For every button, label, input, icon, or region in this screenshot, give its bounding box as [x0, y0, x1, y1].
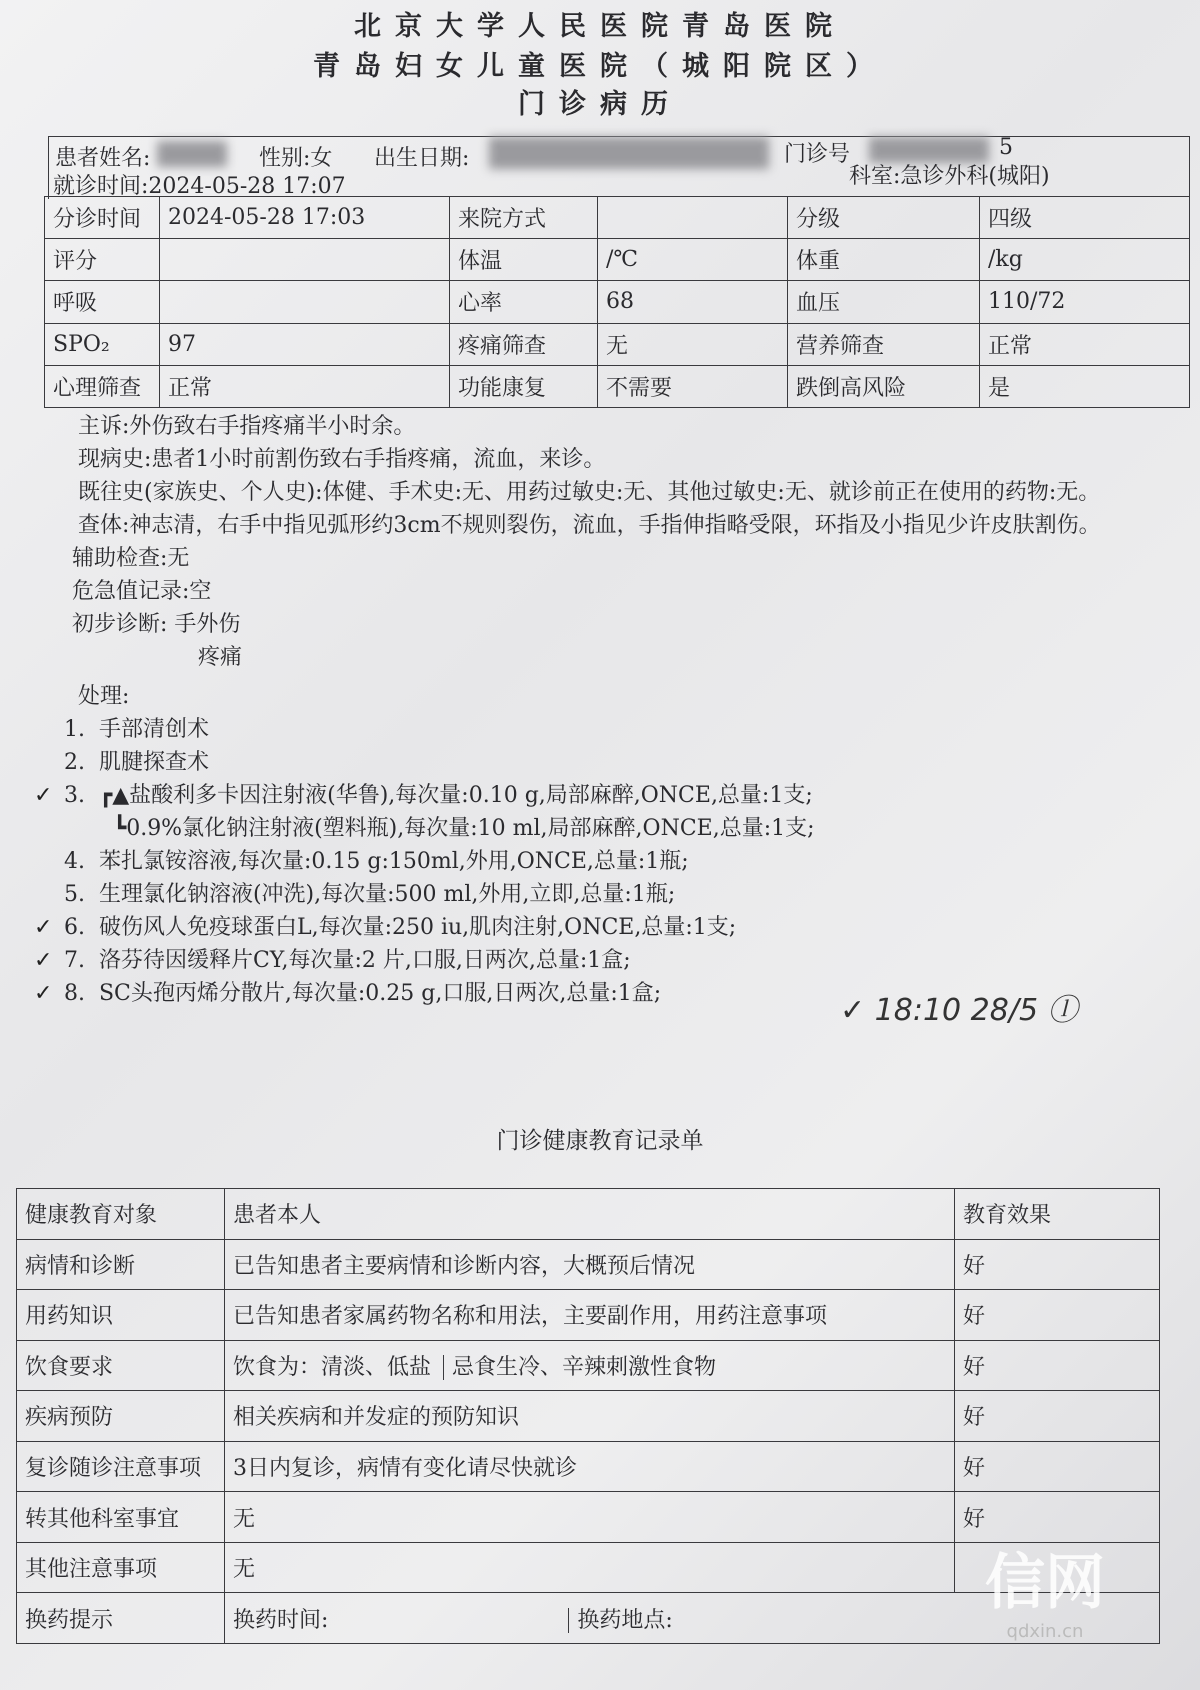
dressing-label: 换药提示 [17, 1593, 225, 1644]
treatment-list [34, 713, 1190, 1010]
dressing-place-label: 换药地点: [568, 1608, 672, 1633]
vitals-label: 功能康复 [450, 365, 598, 407]
vitals-label: 心理筛查 [45, 365, 160, 407]
education-effect: 好 [955, 1239, 1160, 1290]
vitals-label: 来院方式 [450, 197, 598, 239]
vitals-row [45, 281, 1190, 323]
document-title: 门诊病历 [518, 89, 682, 120]
treatment-item [34, 911, 1190, 944]
vitals-value: 是 [980, 365, 1190, 407]
treatment-item [34, 779, 1190, 812]
vitals-label: 呼吸 [45, 281, 160, 323]
education-label: 健康教育对象 [17, 1189, 225, 1240]
department: 科室:急诊外科(城阳) [849, 164, 1050, 189]
education-title: 门诊健康教育记录单 [496, 1128, 704, 1154]
education-content: 无 [233, 1557, 256, 1583]
dressing-time-label: 换药时间: [233, 1607, 329, 1633]
treatment-item [66, 812, 1190, 845]
education-label: 饮食要求 [17, 1340, 225, 1391]
treatment-text: 4. 苯扎氯铵溶液,每次量:0.15 g:150ml,外用,ONCE,总量:1瓶; [64, 849, 689, 874]
vitals-value: 68 [598, 281, 788, 323]
vitals-label: 营养筛查 [788, 323, 980, 365]
vitals-value: 四级 [980, 197, 1190, 239]
check-mark-icon: ✓ [34, 783, 53, 808]
visit-time: 就诊时间:2024-05-28 17:07 [53, 174, 346, 199]
vitals-value: /kg [980, 239, 1190, 281]
education-effect: 好 [955, 1441, 1160, 1492]
critical-value: 危急值记录:空 [72, 579, 212, 604]
treatment-text: 6. 破伤风人免疫球蛋白L,每次量:250 iu,肌肉注射,ONCE,总量:1支; [64, 915, 737, 940]
vitals-value [598, 197, 788, 239]
education-content: 饮食为：清淡、低盐 [233, 1354, 432, 1380]
vitals-row [45, 323, 1190, 365]
education-row [17, 1239, 1160, 1290]
treatment-text: 8. SC头孢丙烯分散片,每次量:0.25 g,口服,日两次,总量:1盒; [64, 981, 662, 1006]
patient-header [48, 136, 1190, 199]
physical-exam: 查体:神志清，右手中指见弧形约3cm不规则裂伤，流血，手指伸指略受限，环指及小指见少许皮肤割伤。 [78, 513, 1101, 538]
vitals-value: /℃ [598, 239, 788, 281]
education-content: 相关疾病和并发症的预防知识 [233, 1405, 520, 1431]
patient-name-label: 患者姓名: [55, 146, 151, 171]
watermark-url: qdxin.cn [1006, 1621, 1084, 1642]
treatment-item [66, 878, 1190, 911]
vitals-label: 体重 [788, 239, 980, 281]
treatment-item [34, 944, 1190, 977]
check-mark-icon: ✓ [34, 915, 53, 940]
education-effect: 好 [955, 1340, 1160, 1391]
education-label: 疾病预防 [17, 1391, 225, 1442]
vitals-label: 心率 [450, 281, 598, 323]
treatment-text: 3. ┏▲盐酸利多卡因注射液(华鲁),每次量:0.10 g,局部麻醉,ONCE,总量:1支; [64, 783, 813, 808]
redacted-dob [489, 137, 769, 169]
treatment-label: 处理: [78, 684, 130, 709]
treatment-item [66, 713, 1190, 746]
vitals-value: 110/72 [980, 281, 1190, 323]
education-row [17, 1340, 1160, 1391]
vitals-value: 不需要 [598, 365, 788, 407]
vitals-value [160, 239, 450, 281]
diagnosis [40, 608, 1190, 641]
vitals-label: 血压 [788, 281, 980, 323]
check-mark-icon: ✓ [34, 948, 53, 973]
education-label: 其他注意事项 [17, 1542, 225, 1593]
education-content: 已告知患者主要病情和诊断内容，大概预后情况 [233, 1253, 696, 1279]
education-content: 无 [233, 1506, 256, 1532]
education-row [17, 1441, 1160, 1492]
vitals-label: SPO₂ [45, 323, 160, 365]
vitals-value: 2024-05-28 17:03 [160, 197, 450, 239]
education-effect: 好 [955, 1391, 1160, 1442]
treatment-item [66, 746, 1190, 779]
treatment-text: 7. 洛芬待因缓释片CY,每次量:2 片,口服,日两次,总量:1盒; [64, 948, 631, 973]
clinic-no-label: 门诊号 [784, 142, 851, 167]
dob-label: 出生日期: [374, 146, 470, 171]
education-label: 用药知识 [17, 1290, 225, 1341]
treatment-item [66, 845, 1190, 878]
clinic-no-tail: 5 [999, 135, 1013, 160]
diagnosis-1: 手外伤 [174, 612, 241, 637]
treatment-text: 2. 肌腱探查术 [64, 750, 209, 775]
vitals-row [45, 365, 1190, 407]
education-row [17, 1290, 1160, 1341]
vitals-label: 评分 [45, 239, 160, 281]
watermark [985, 1535, 1105, 1642]
vitals-value [160, 281, 450, 323]
present-illness: 现病史:患者1小时前割伤致右手指疼痛，流血，来诊。 [78, 447, 606, 472]
education-row [17, 1189, 1160, 1240]
past-history: 既往史(家族史、个人史):体健、手术史:无、用药过敏史:无、其他过敏史:无、就诊前正在使用的药物:无。 [78, 480, 1101, 505]
education-content-2: 忌食生冷、辛辣刺激性食物 [443, 1355, 716, 1380]
redacted-name [157, 141, 227, 167]
vitals-value: 97 [160, 323, 450, 365]
vitals-label: 跌倒高风险 [788, 365, 980, 407]
vitals-label: 分诊时间 [45, 197, 160, 239]
record-body [34, 410, 1190, 1010]
diagnosis-2: 疼痛 [198, 645, 243, 670]
education-label: 复诊随诊注意事项 [17, 1441, 225, 1492]
education-content: 已告知患者家属药物名称和用法，主要副作用，用药注意事项 [233, 1304, 828, 1330]
hospital-name: 北京大学人民医院青岛医院 [354, 11, 846, 42]
check-mark-icon: ✓ [34, 981, 53, 1006]
education-effect: 好 [955, 1290, 1160, 1341]
vitals-label: 疼痛筛查 [450, 323, 598, 365]
vitals-value: 正常 [160, 365, 450, 407]
education-row [17, 1391, 1160, 1442]
chief-complaint: 主诉:外伤致右手指疼痛半小时余。 [78, 414, 416, 439]
education-label: 病情和诊断 [17, 1239, 225, 1290]
treatment-text: 1. 手部清创术 [64, 717, 209, 742]
vitals-row [45, 197, 1190, 239]
treatment-text: ┗0.9%氯化钠注射液(塑料瓶),每次量:10 ml,局部麻醉,ONCE,总量:1支; [64, 816, 815, 841]
education-content: 患者本人 [233, 1203, 322, 1229]
handwritten-note: ✓ 18:10 28/5 ⓛ [840, 993, 1078, 1028]
vitals-value: 无 [598, 323, 788, 365]
diagnosis-label: 初步诊断: [72, 612, 168, 637]
hospital-branch: 青岛妇女儿童医院（城阳院区） [313, 51, 887, 82]
vitals-row [45, 239, 1190, 281]
vitals-label: 体温 [450, 239, 598, 281]
vitals-table [44, 196, 1190, 408]
gender: 性别:女 [259, 146, 333, 171]
vitals-value: 正常 [980, 323, 1190, 365]
vitals-label: 分级 [788, 197, 980, 239]
education-effect: 教育效果 [955, 1189, 1160, 1240]
education-effect: 好 [955, 1492, 1160, 1543]
auxiliary-exam: 辅助检查:无 [72, 546, 190, 571]
watermark-logo: 信网 [985, 1548, 1105, 1618]
treatment-text: 5. 生理氯化钠溶液(冲洗),每次量:500 ml,外用,立即,总量:1瓶; [64, 882, 676, 907]
education-content: 3日内复诊，病情有变化请尽快就诊 [233, 1456, 577, 1481]
education-label: 转其他科室事宜 [17, 1492, 225, 1543]
